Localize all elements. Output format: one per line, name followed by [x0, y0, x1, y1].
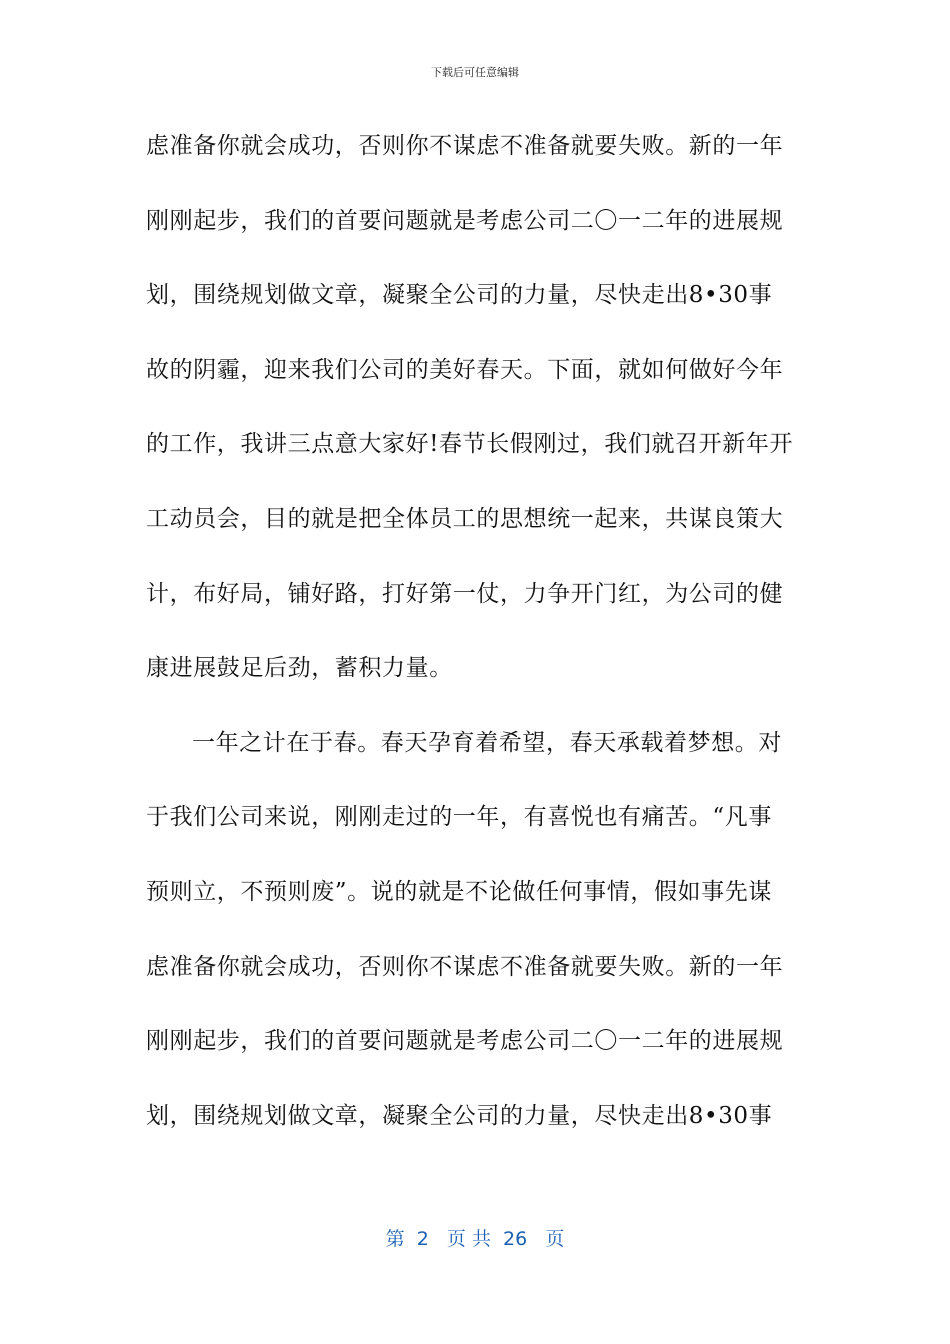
text-line: 划，围绕规划做文章，凝聚全公司的力量，尽快走出8•30事 [146, 1102, 773, 1129]
text-line: 计，布好局，铺好路，打好第一仗，力争开门红，为公司的健 [146, 580, 784, 607]
text-line: 康进展鼓足后劲，蓄积力量。 [146, 655, 453, 682]
text-line: 刚刚起步，我们的首要问题就是考虑公司二〇一二年的进展规 [146, 207, 784, 234]
text-line: 于我们公司来说，刚刚走过的一年，有喜悦也有痛苦。“凡事 [146, 804, 772, 831]
text-line: 的工作，我讲三点意大家好!春节长假刚过，我们就召开新年开 [146, 431, 794, 458]
text-line: 虑准备你就会成功，否则你不谋虑不准备就要失败。新的一年 [146, 953, 784, 980]
text-line: 故的阴霾，迎来我们公司的美好春天。下面，就如何做好今年 [146, 356, 784, 383]
paragraph-first-line: 一年之计在于春。春天孕育着希望，春天承载着梦想。对 [192, 729, 782, 756]
text-line: 预则立，不预则废”。说的就是不论做任何事情，假如事先谋 [146, 878, 772, 905]
text-line: 刚刚起步，我们的首要问题就是考虑公司二〇一二年的进展规 [146, 1028, 784, 1055]
text-line: 虑准备你就会成功，否则你不谋虑不准备就要失败。新的一年 [146, 133, 784, 159]
page-header: 下载后可任意编辑 [431, 66, 519, 79]
text-line: 划，围绕规划做文章，凝聚全公司的力量，尽快走出8•30事 [146, 282, 773, 309]
page-footer: 第 2 页 共 26 页 [385, 1228, 565, 1250]
document-body [146, 128, 816, 1172]
text-line: 工动员会，目的就是把全体员工的思想统一起来，共谋良策大 [146, 505, 784, 532]
